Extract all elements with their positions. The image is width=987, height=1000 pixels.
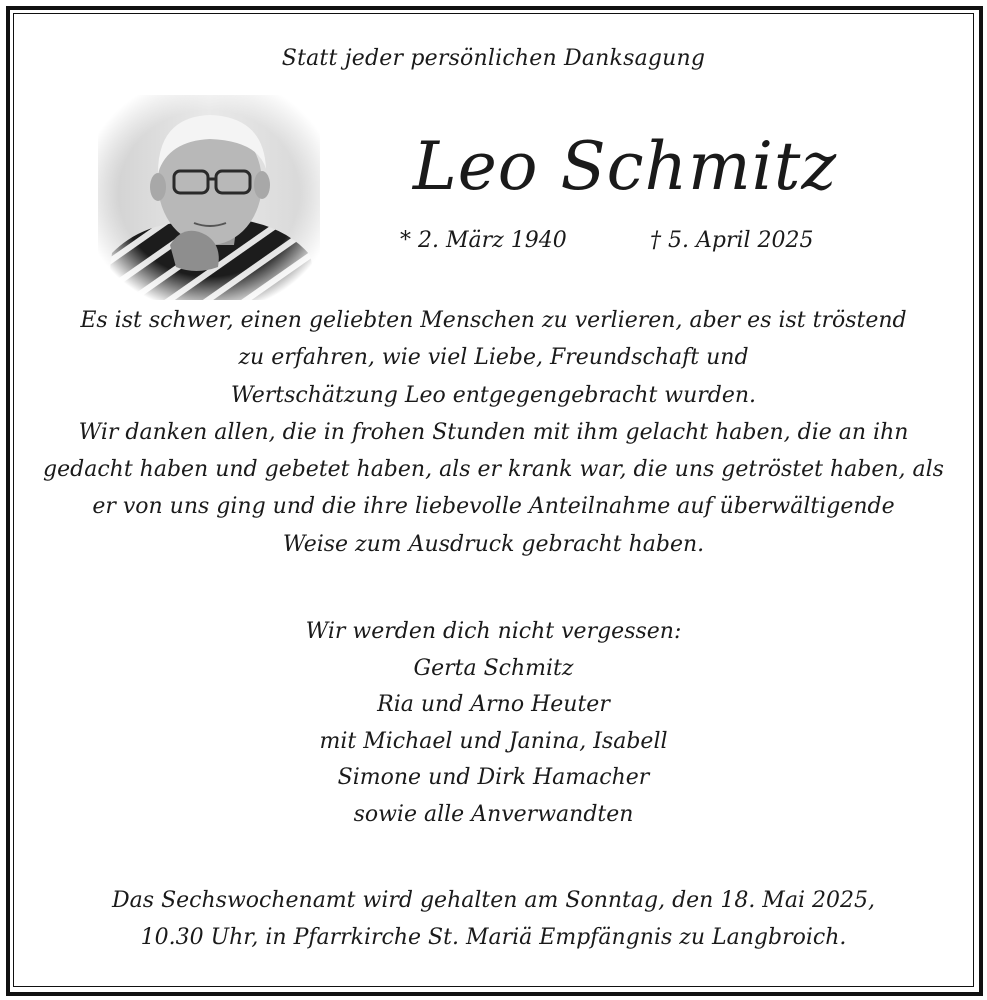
message-line: zu erfahren, wie viel Liebe, Freundschaft und	[238, 345, 749, 371]
intro-line: Statt jeder persönlichen Danksagung	[281, 46, 706, 71]
message-line: Wir danken allen, die in frohen Stunden mit ihm gelacht haben, die an ihn	[78, 419, 909, 445]
family-signatures	[0, 614, 987, 833]
service-line: 10.30 Uhr, in Pfarrkirche St. Mariä Empfängnis zu Langbroich.	[140, 925, 847, 950]
message-line: Wertschätzung Leo entgegengebracht wurden.	[230, 382, 757, 408]
deceased-name: Leo Schmitz	[412, 128, 838, 205]
message-line: Weise zum Ausdruck gebracht haben.	[282, 531, 705, 557]
family-line: Wir werden dich nicht vergessen:	[305, 619, 682, 644]
family-line: Gerta Schmitz	[413, 655, 574, 681]
death-date: † 5. April 2025	[650, 228, 814, 253]
message-line: Es ist schwer, einen geliebten Menschen zu verlieren, aber es ist tröstend	[80, 308, 907, 333]
family-line: Ria und Arno Heuter	[377, 692, 610, 717]
service-announcement	[0, 882, 987, 956]
family-line: sowie alle Anverwandten	[353, 801, 634, 827]
birth-date: * 2. März 1940	[400, 228, 567, 253]
family-line: mit Michael und Janina, Isabell	[319, 728, 668, 754]
service-line: Das Sechswochenamt wird gehalten am Sonntag, den 18. Mai 2025,	[112, 888, 875, 913]
message-line: gedacht haben und gebetet haben, als er krank war, die uns getröstet haben, als	[43, 457, 944, 483]
family-line: Simone und Dirk Hamacher	[337, 765, 650, 790]
portrait-photo	[98, 95, 320, 300]
message-line: er von uns ging und die ihre liebevolle Anteilnahme auf überwältigende	[92, 494, 895, 520]
message-paragraph	[0, 302, 987, 563]
